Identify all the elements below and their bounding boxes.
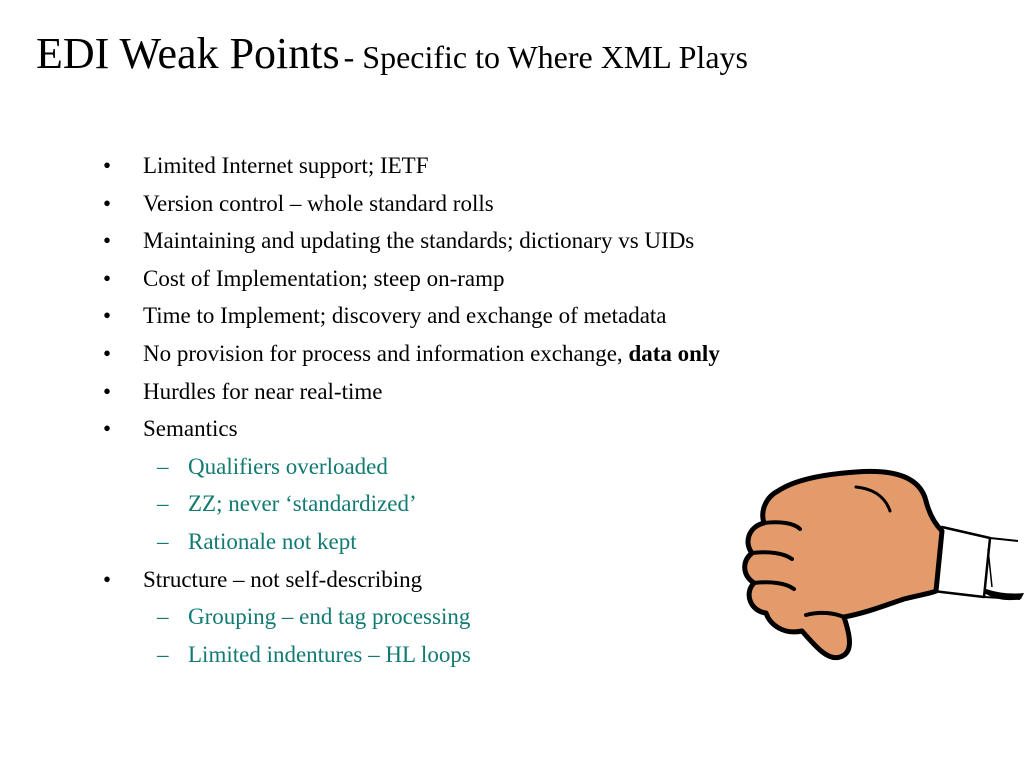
bullet-marker: • — [103, 153, 112, 178]
bullet-item — [0, 410, 900, 448]
bullet-text-main: Limited Internet support; IETF — [143, 153, 429, 178]
bullet-text-main: Version control – whole standard rolls — [143, 190, 494, 216]
bullet-text — [188, 523, 357, 561]
bullet-text-main: ZZ; never ‘standardized’ — [188, 491, 417, 517]
bullet-text — [143, 147, 429, 185]
slide-title — [36, 29, 748, 78]
bullet-text — [143, 373, 382, 411]
bullet-text — [143, 185, 494, 223]
bullet-text — [143, 410, 238, 448]
bullet-item — [0, 373, 900, 411]
bullet-text — [143, 335, 720, 373]
bullet-text-main: Cost of Implementation; steep on-ramp — [143, 265, 505, 291]
bullet-text-main: Time to Implement; discovery and exchange of metadata — [143, 303, 667, 329]
bullet-marker: • — [103, 265, 112, 291]
bullet-text-main: Grouping – end tag processing — [188, 604, 471, 630]
bullet-marker: • — [103, 378, 112, 404]
bullet-marker: • — [103, 566, 112, 592]
bullet-item — [0, 185, 900, 223]
bullet-text-main: Hurdles for near real-time — [143, 378, 383, 404]
dash-marker: – — [157, 604, 169, 630]
title-subtitle: - Specific to Where XML Plays — [343, 39, 748, 75]
dash-marker: – — [157, 491, 169, 517]
bullet-text-main: Limited indentures – HL loops — [188, 641, 471, 667]
bullet-text — [188, 598, 470, 636]
bullet-marker: • — [103, 303, 112, 329]
bullet-text — [143, 561, 422, 599]
bullet-text-main: Structure – not self-describing — [143, 566, 423, 592]
bullet-text — [188, 636, 471, 674]
dash-marker: – — [157, 453, 169, 479]
hand-shape — [745, 471, 942, 657]
bullet-item — [0, 297, 900, 335]
bullet-item — [0, 335, 900, 373]
bullet-item — [0, 147, 900, 185]
thumbs-down-icon — [736, 465, 1024, 665]
shirt-cuff — [933, 527, 1024, 600]
bullet-item — [0, 260, 900, 298]
bullet-marker: • — [103, 190, 112, 216]
bullet-text — [188, 448, 388, 486]
bullet-marker: • — [103, 416, 112, 442]
dash-marker: – — [157, 641, 169, 667]
dash-marker: – — [157, 528, 169, 554]
bullet-text — [143, 222, 694, 260]
bullet-text-main: Qualifiers overloaded — [188, 453, 388, 479]
title-main: EDI Weak Points — [36, 29, 340, 78]
bullet-text — [143, 260, 505, 298]
bullet-text-main: No provision for process and information exchange, — [143, 340, 629, 366]
bullet-text — [188, 485, 417, 523]
bullet-item — [0, 222, 900, 260]
bullet-text-emphasis: data only — [628, 340, 720, 366]
bullet-text-main: Maintaining and updating the standards; dictionary vs UIDs — [143, 228, 695, 254]
bullet-marker: • — [103, 340, 112, 366]
bullet-marker: • — [103, 228, 112, 254]
bullet-text — [143, 297, 667, 335]
bullet-text-main: Rationale not kept — [188, 528, 357, 554]
bullet-text-main: Semantics — [143, 416, 238, 442]
